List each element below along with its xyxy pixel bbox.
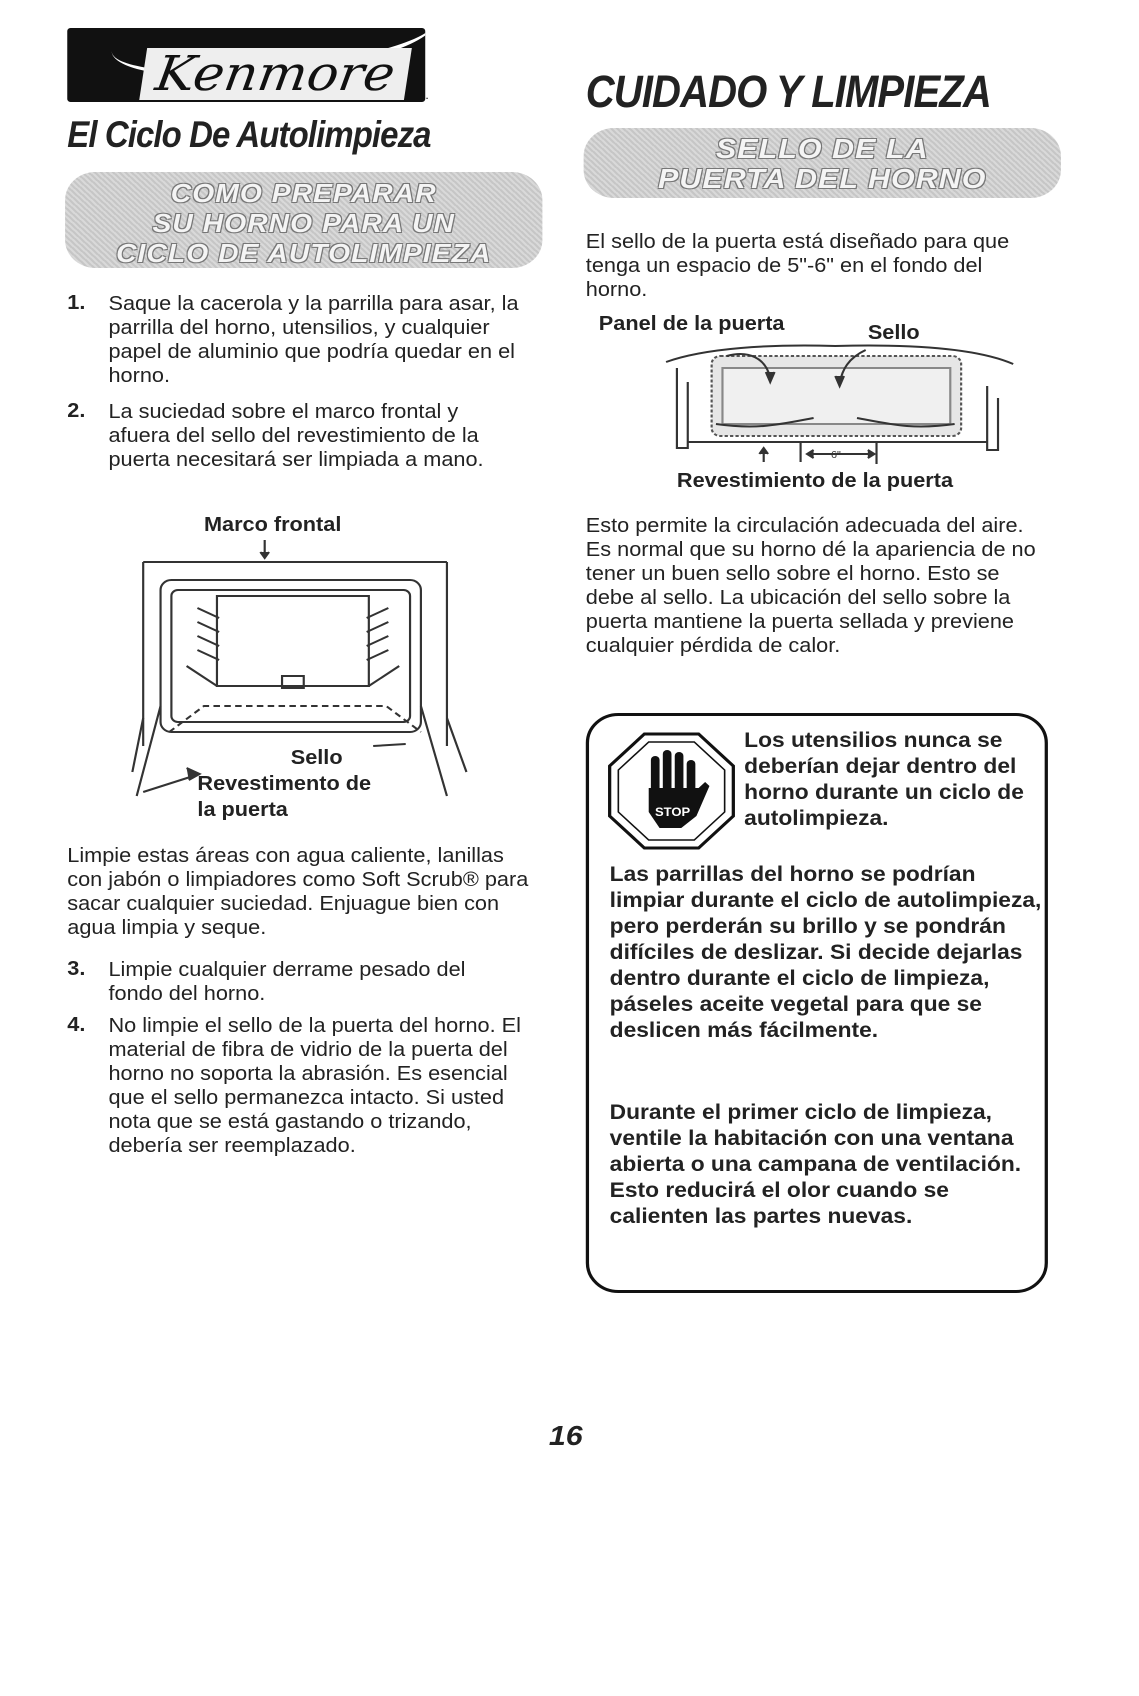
warning-racks: Las parrillas del horno se podrían limpiar durante el ciclo de autolimpieza, pero perderán su brillo y se pondrán difíciles de deslizar. Si decide dejarlas dentro durante el ciclo de limpieza, páseles aceite vegetal para que se deslicen más fácilmente. [609,863,1042,1042]
cleaning-instructions: Limpie estas áreas con agua caliente, lanillas con jabón o limpiadores como Soft Scrub® para sacar cualquier suciedad. Enjuague bien con agua limpia y seque. [67,845,529,939]
figure-label-liner: Revestimiento de la puerta [676,470,954,492]
figure-label-liner-2: la puerta [197,799,288,821]
door-seal-banner [584,128,1061,198]
figure-label-panel: Panel de la puerta [598,313,785,335]
list-text: Limpie cualquier derrame pesado del fondo del horno. [108,959,466,1005]
warning-ventilation: Durante el primer ciclo de limpieza, ventile la habitación con una ventana abierta o una campana de ventilación. Esto reducirá el olor cuando se calienten las partes nuevas. [609,1101,1022,1228]
banner-line: PUERTA DEL HORNO [658,163,987,194]
figure-label-frame: Marco frontal [203,514,342,536]
banner-line: SELLO DE LA [715,133,929,164]
gap-label: 6" [830,450,841,461]
list-number: 1. [67,292,86,314]
list-number: 2. [67,400,86,422]
figure-label-liner: Revestimento de [197,773,372,795]
list-item [67,292,544,388]
stop-text: STOP [654,805,691,819]
stop-hand-icon [605,730,737,852]
door-seal-body: Esto permite la circulación adecuada del aire. Es normal que su horno dé la apariencia de no tener un buen sello sobre el horno. Esto se debe al sello. La ubicación del sello sobre la puerta mantiene la puerta sellada y previene cualquier pérdida de calor. [585,515,1036,657]
banner-line: SU HORNO PARA UN [152,208,456,238]
list-number: 4. [67,1014,86,1036]
logo-text: Kenmore [139,48,411,100]
figure-label-seal: Sello [290,747,343,769]
page-title: CUIDADO Y LIMPIEZA [585,66,991,117]
prep-banner [65,172,542,268]
list-text: No limpie el sello de la puerta del horno. El material de fibra de vidrio de la puerta del horno no soporta la abrasión. Es esencial que el sello permanezca intacto. Si usted nota que se está gastando o trizando, debería ser reemplazado. [108,1015,521,1157]
door-seal-diagram [662,338,1020,468]
section-title: El Ciclo De Autolimpieza [67,114,431,155]
kenmore-logo [67,28,425,102]
list-number: 3. [67,958,86,980]
banner-line: CICLO DE AUTOLIMPIEZA [116,238,492,268]
banner-line: COMO PREPARAR [170,178,437,208]
warning-headline: Los utensilios nunca se deberían dejar dentro del horno durante un ciclo de autolimpieza. [744,729,1024,830]
list-text: Saque la cacerola y la parrilla para asar, la parrilla del horno, utensilios, y cualquier papel de aluminio que podría quedar en el horno. [108,293,519,387]
list-item [67,400,544,472]
page-number: 16 [548,1420,583,1451]
list-item [67,1014,544,1158]
list-item [67,958,544,1006]
figure-label-seal: Sello [867,322,920,344]
logo-mark: . [425,88,429,102]
door-seal-intro: El sello de la puerta está diseñado para que tenga un espacio de 5"-6" en el fondo del horno. [585,231,1010,301]
list-text: La suciedad sobre el marco frontal y afuera del sello del revestimiento de la puerta necesitará ser limpiada a mano. [108,401,484,471]
